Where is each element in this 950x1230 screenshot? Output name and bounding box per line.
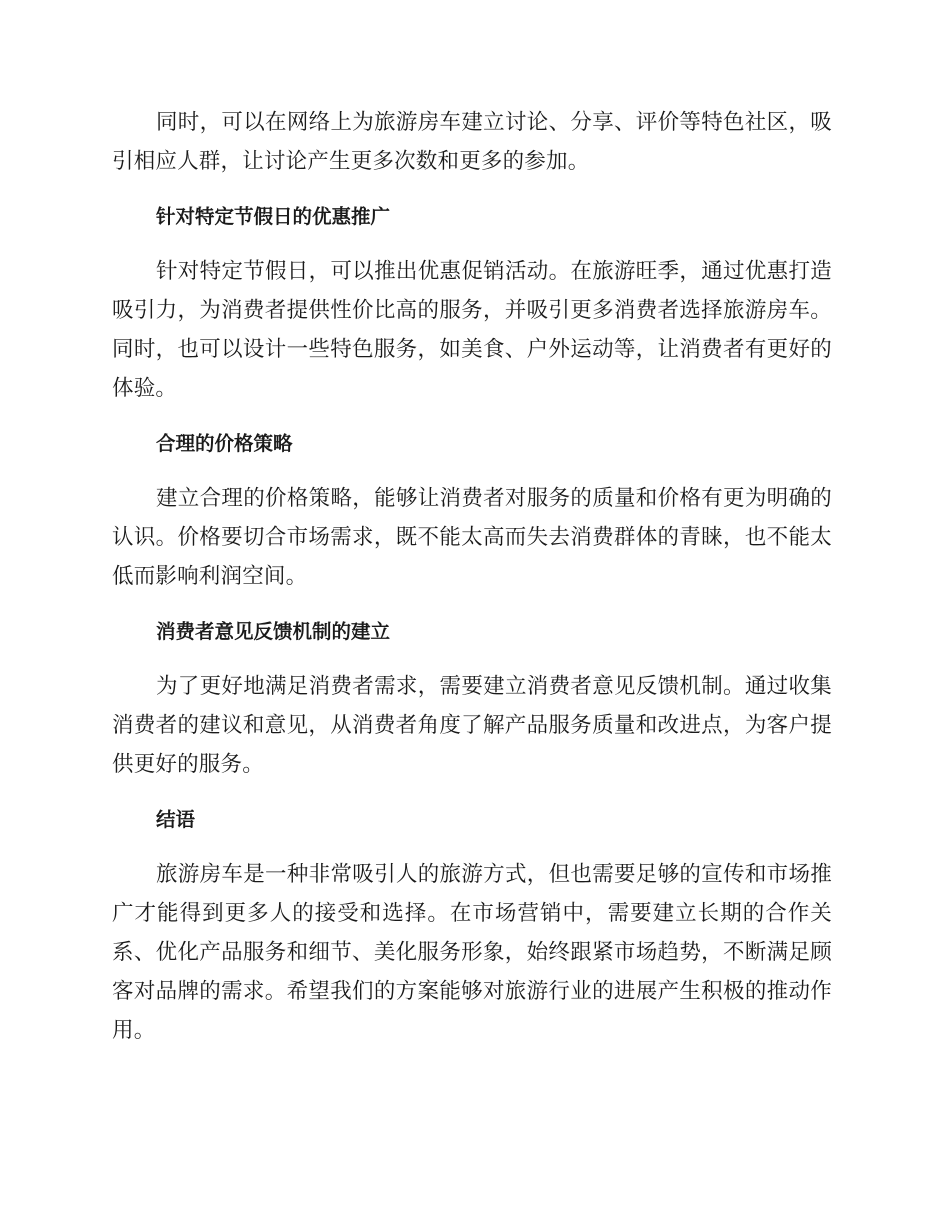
paragraph-community: 同时，可以在网络上为旅游房车建立讨论、分享、评价等特色社区，吸引相应人群，让讨论产生更多次数和更多的参加。	[112, 110, 832, 174]
document-page	[112, 103, 832, 1066]
paragraph-pricing-strategy: 建立合理的价格策略，能够让消费者对服务的质量和价格有更为明确的认识。价格要切合市场需求，既不能太高而失去消费群体的青睐，也不能太低而影响利润空间。	[112, 486, 832, 589]
section-heading-feedback-mechanism: 消费者意见反馈机制的建立	[156, 620, 391, 643]
section-heading-pricing-strategy: 合理的价格策略	[156, 432, 293, 455]
section-heading-conclusion: 结语	[156, 808, 196, 831]
paragraph-conclusion: 旅游房车是一种非常吸引人的旅游方式，但也需要足够的宣传和市场推广才能得到更多人的接受和选择。在市场营销中，需要建立长期的合作关系、优化产品服务和细节、美化服务形象，始终跟紧市场趋势，不断满足顾客对品牌的需求。希望我们的方案能够对旅游行业的进展产生积极的推动作用。	[112, 862, 832, 1043]
paragraph-holiday-promotion: 针对特定节假日，可以推出优惠促销活动。在旅游旺季，通过优惠打造吸引力，为消费者提供性价比高的服务，并吸引更多消费者选择旅游房车。同时，也可以设计一些特色服务，如美食、户外运动等，让消费者有更好的体验。	[112, 259, 832, 401]
paragraph-feedback-mechanism: 为了更好地满足消费者需求，需要建立消费者意见反馈机制。通过收集消费者的建议和意见，从消费者角度了解产品服务质量和改进点，为客户提供更好的服务。	[112, 674, 832, 777]
section-heading-holiday-promotion: 针对特定节假日的优惠推广	[156, 205, 391, 228]
